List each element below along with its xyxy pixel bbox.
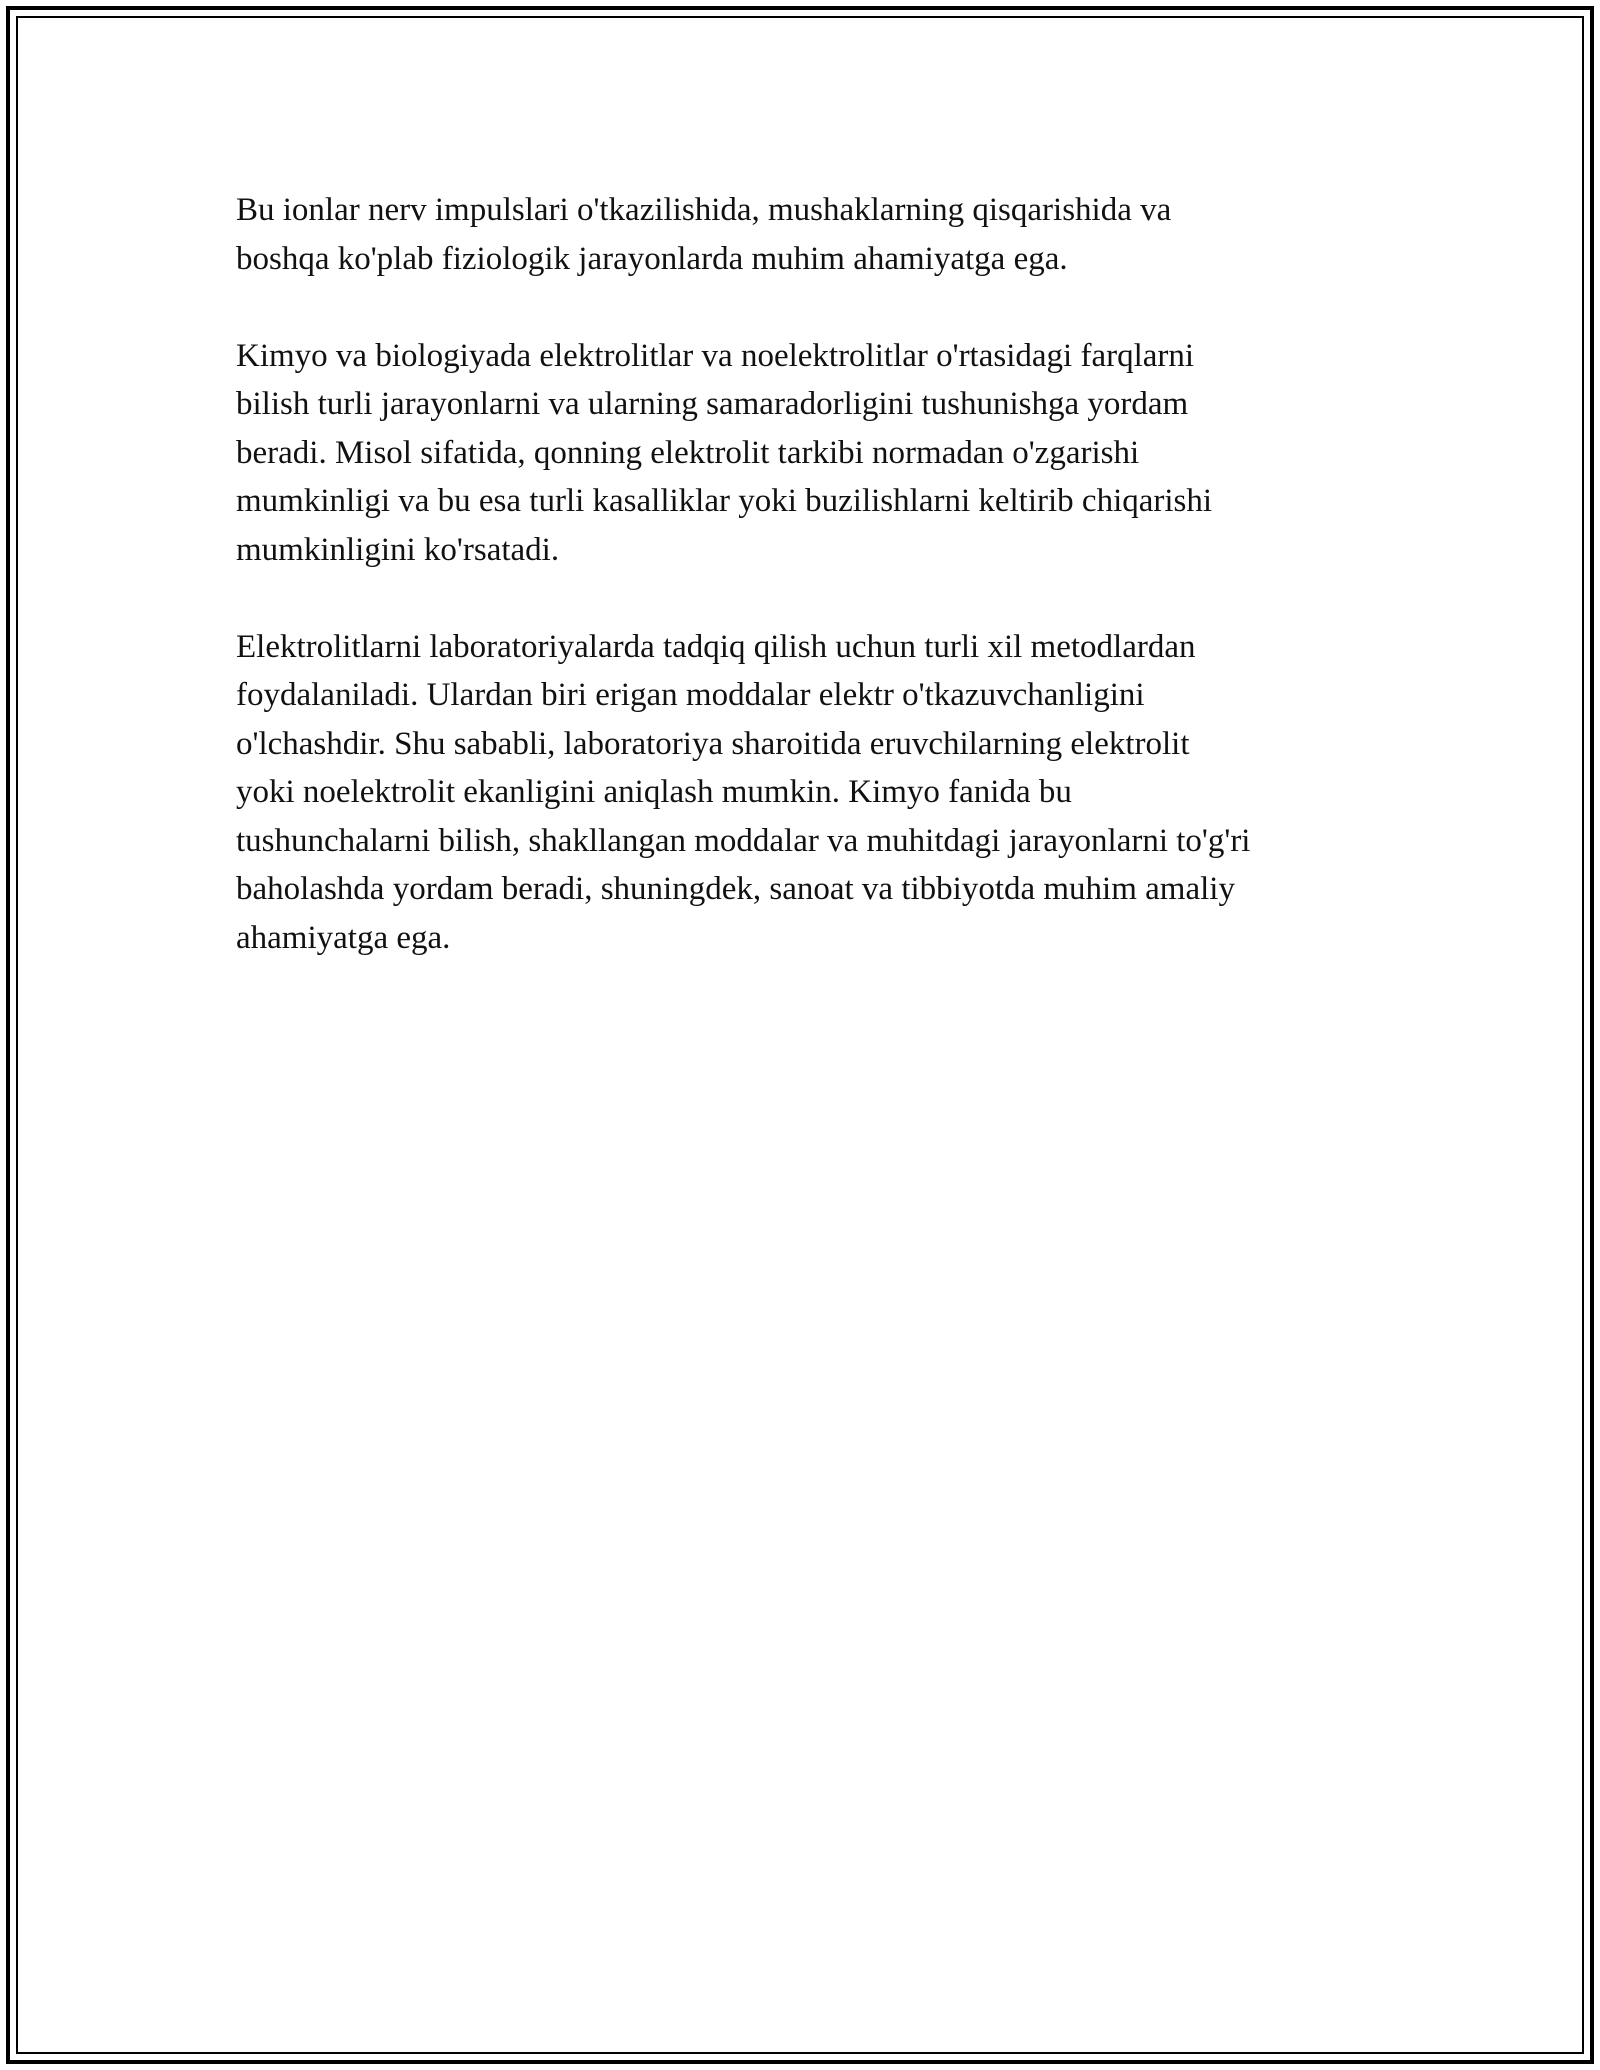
text-line: Kimyo va biologiyada elektrolitlar va noelektrolitlar o'rtasidagi farqlarni xyxy=(236,337,1195,374)
document-body xyxy=(236,186,1396,1011)
text-line: baholashda yordam beradi, shuningdek, sanoat va tibbiyotda muhim amaliy xyxy=(236,871,1235,907)
text-line: Bu ionlar nerv impulslari o'tkazilishida, mushaklarning qisqarishida va xyxy=(236,192,1172,228)
text-line: mumkinligi va bu esa turli kasalliklar yoki buzilishlarni keltirib chiqarishi xyxy=(236,483,1213,519)
text-line: foydalaniladi. Ulardan biri erigan moddalar elektr o'tkazuvchanligini xyxy=(236,677,1145,713)
text-line: ahamiyatga ega. xyxy=(236,919,451,956)
text-line: o'lchashdir. Shu sababli, laboratoriya sharoitida eruvchilarning elektrolit xyxy=(236,725,1190,762)
text-line: tushunchalarni bilish, shakllangan moddalar va muhitdagi jarayonlarni to'g'ri xyxy=(236,822,1251,859)
text-line: mumkinligini ko'rsatadi. xyxy=(236,531,560,568)
text-line: yoki noelektrolit ekanligini aniqlash mumkin. Kimyo fanida bu xyxy=(236,774,1072,810)
paragraph-1 xyxy=(236,186,1396,283)
text-line: boshqa ko'plab fiziologik jarayonlarda muhim ahamiyatga ega. xyxy=(236,240,1068,277)
paragraph-3 xyxy=(236,623,1396,963)
text-line: beradi. Misol sifatida, qonning elektrolit tarkibi normadan o'zgarishi xyxy=(236,434,1140,471)
text-line: Elektrolitlarni laboratoriyalarda tadqiq qilish uchun turli xil metodlardan xyxy=(236,628,1196,665)
text-line: bilish turli jarayonlarni va ularning samaradorligini tushunishga yordam xyxy=(236,386,1189,422)
paragraph-2 xyxy=(236,332,1396,575)
